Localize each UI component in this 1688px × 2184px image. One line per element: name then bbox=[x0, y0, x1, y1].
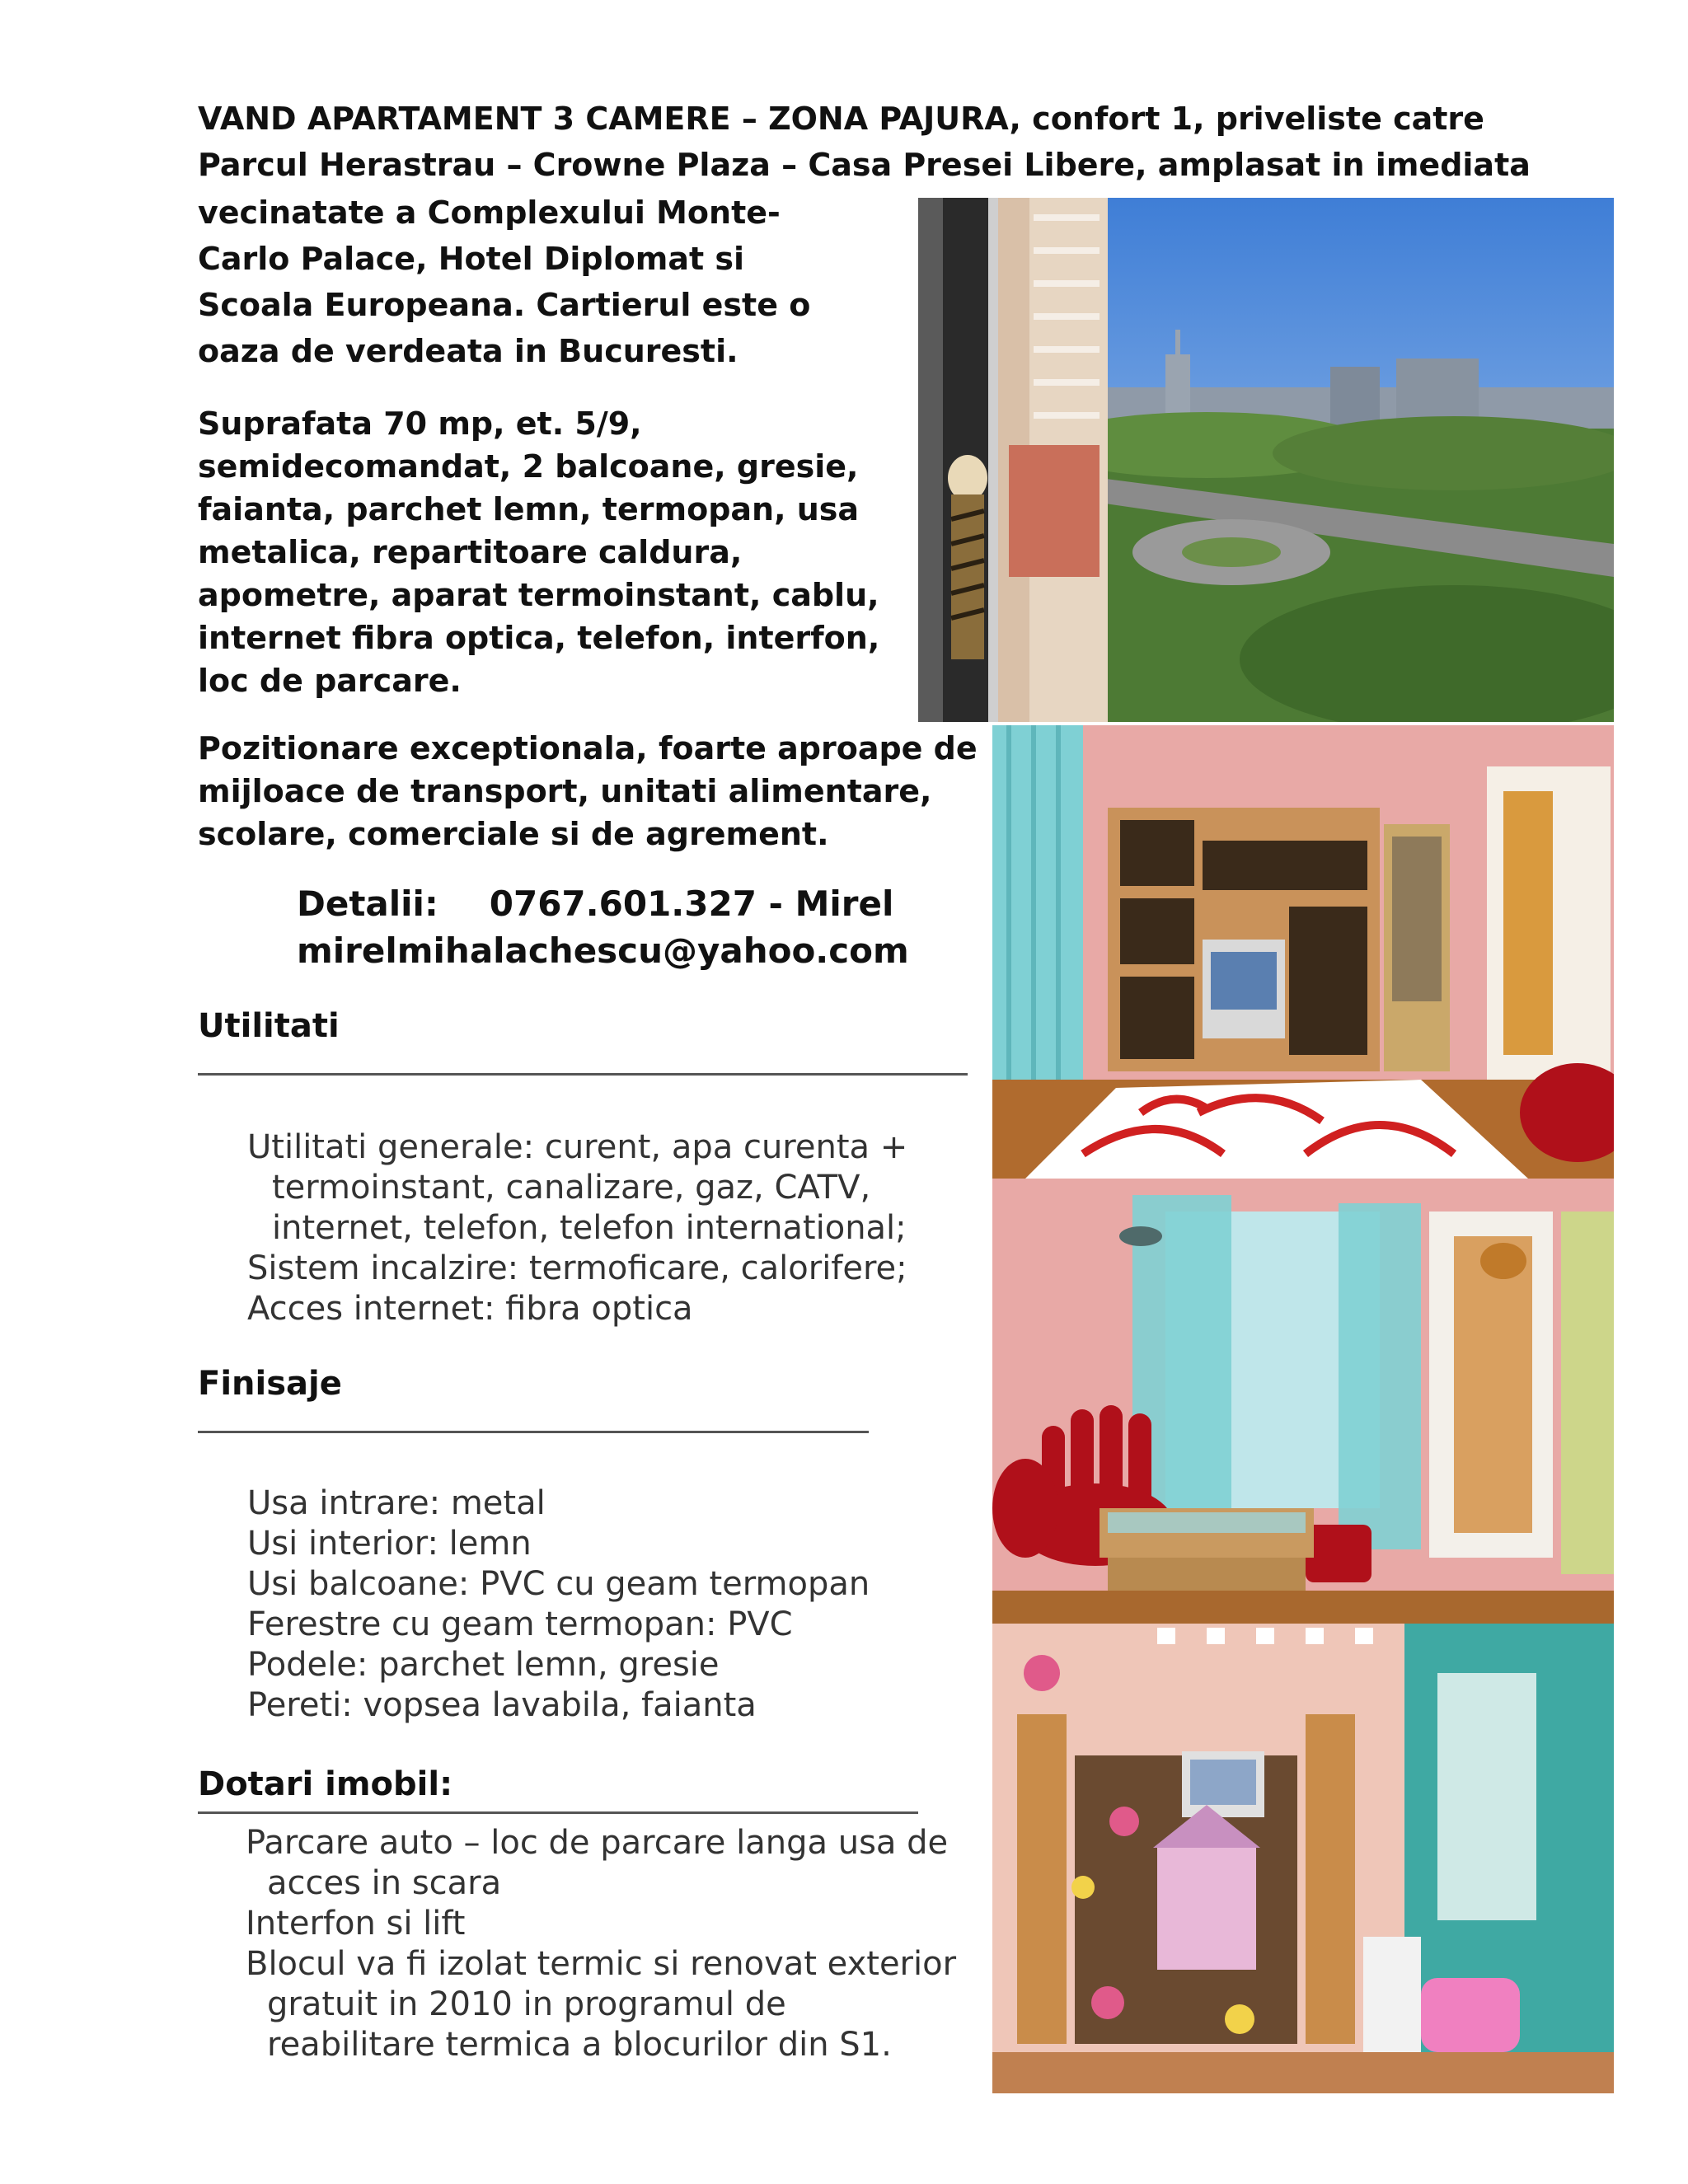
features-line: faianta, parchet lemn, termopan, usa bbox=[198, 491, 860, 527]
list-item: termoinstant, canalizare, gaz, CATV, bbox=[272, 1169, 871, 1207]
utilitati-list bbox=[247, 1127, 907, 1329]
contact-label: Detalii: bbox=[297, 883, 438, 924]
intro-line-4: Carlo Palace, Hotel Diplomat si bbox=[198, 241, 745, 277]
features-line: loc de parcare. bbox=[198, 663, 462, 699]
list-item: Usa intrare: metal bbox=[247, 1484, 546, 1522]
finisaje-list bbox=[247, 1483, 870, 1726]
photo-window-view bbox=[918, 198, 1614, 722]
photo-lounge bbox=[992, 1179, 1614, 1624]
features-paragraph bbox=[198, 402, 879, 702]
features-line: Suprafata 70 mp, et. 5/9, bbox=[198, 405, 642, 442]
utilitati-title: Utilitati bbox=[198, 1007, 340, 1045]
list-item: Ferestre cu geam termopan: PVC bbox=[247, 1605, 793, 1643]
position-line: scolare, comerciale si de agrement. bbox=[198, 816, 829, 852]
intro-line-1: VAND APARTAMENT 3 CAMERE – ZONA PAJURA, confort 1, priveliste catre bbox=[198, 101, 1484, 137]
list-item: gratuit in 2010 in programul de bbox=[267, 1985, 786, 2023]
finisaje-title: Finisaje bbox=[198, 1365, 342, 1403]
utilitati-divider bbox=[198, 1073, 968, 1076]
list-item: Acces internet: fibra optica bbox=[247, 1290, 693, 1328]
dotari-list bbox=[246, 1823, 956, 2065]
intro-line-6: oaza de verdeata in Bucuresti. bbox=[198, 333, 738, 369]
contact-email: mirelmihalachescu@yahoo.com bbox=[297, 930, 909, 971]
features-line: semidecomandat, 2 balcoane, gresie, bbox=[198, 448, 859, 485]
list-item: reabilitare termica a blocurilor din S1. bbox=[267, 2026, 892, 2064]
photo-kids-room bbox=[992, 1624, 1614, 2093]
contact-block bbox=[297, 883, 909, 971]
list-item: Usi interior: lemn bbox=[247, 1525, 532, 1563]
position-line: mijloace de transport, unitati alimentare, bbox=[198, 773, 932, 809]
list-item: Blocul va fi izolat termic si renovat exterior bbox=[246, 1945, 957, 1983]
list-item: internet, telefon, telefon international; bbox=[272, 1209, 907, 1247]
features-line: apometre, aparat termoinstant, cablu, bbox=[198, 577, 879, 613]
position-line: Pozitionare exceptionala, foarte aproape de bbox=[198, 730, 978, 766]
list-item: Parcare auto – loc de parcare langa usa de bbox=[246, 1824, 949, 1862]
list-item: Interfon si lift bbox=[246, 1905, 466, 1943]
features-line: internet fibra optica, telefon, interfon, bbox=[198, 620, 880, 656]
dotari-divider bbox=[198, 1811, 918, 1814]
list-item: Pereti: vopsea lavabila, faianta bbox=[247, 1686, 757, 1724]
intro-line-5: Scoala Europeana. Cartierul este o bbox=[198, 287, 811, 323]
position-paragraph bbox=[198, 727, 978, 855]
intro-line-2: Parcul Herastrau – Crowne Plaza – Casa Presei Libere, amplasat in imediata bbox=[198, 147, 1531, 183]
list-item: Usi balcoane: PVC cu geam termopan bbox=[247, 1565, 870, 1603]
photo-living-room bbox=[992, 725, 1614, 1179]
list-item: Utilitati generale: curent, apa curenta + bbox=[247, 1128, 908, 1166]
dotari-title: Dotari imobil: bbox=[198, 1765, 453, 1803]
finisaje-divider bbox=[198, 1431, 869, 1433]
list-item: Podele: parchet lemn, gresie bbox=[247, 1646, 720, 1684]
intro-line-3: vecinatate a Complexului Monte- bbox=[198, 194, 781, 231]
features-line: metalica, repartitoare caldura, bbox=[198, 534, 743, 570]
list-item: Sistem incalzire: termoficare, calorifere; bbox=[247, 1249, 907, 1287]
list-item: acces in scara bbox=[267, 1864, 502, 1902]
contact-phone: 0767.601.327 - Mirel bbox=[489, 883, 894, 924]
